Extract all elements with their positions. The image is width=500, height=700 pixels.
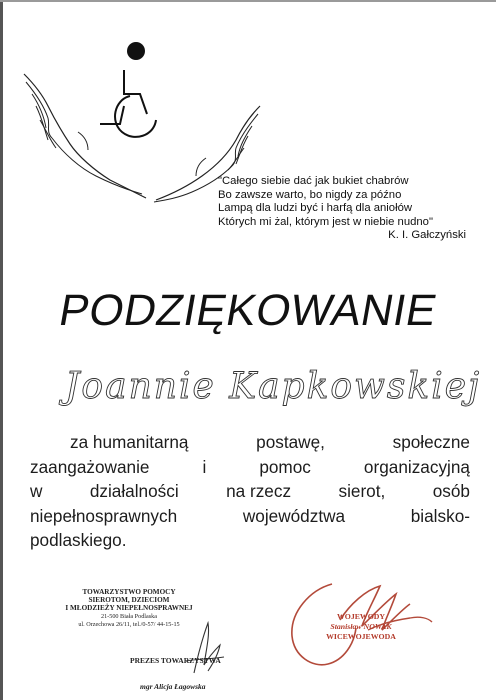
poem-quote [218, 175, 488, 243]
body-line [30, 430, 470, 455]
governor-name: Stanisław NOWAK [330, 622, 392, 631]
body-line [30, 528, 470, 553]
org-name-line: TOWARZYSTWO POMOCY [82, 588, 176, 596]
body-word: działalności [89, 481, 179, 501]
quote-line: "Całego siebie dać jak bukiet chabrów [218, 175, 409, 187]
scan-edge-left [0, 0, 3, 700]
body-word: na rzecz [226, 481, 292, 501]
body-line [30, 479, 470, 504]
quote-author: K. I. Gałczyński [388, 229, 466, 241]
scan-edge-top [0, 0, 496, 2]
quote-line: Których mi żal, którym jest w niebie nudno" [218, 215, 433, 228]
body-line [30, 504, 470, 529]
governor-stamp [306, 612, 416, 642]
body-word: organizacyjną [363, 456, 470, 477]
stamp-top: WOJEWODY [336, 612, 386, 621]
body-word: w [30, 481, 43, 501]
body-word: osób [432, 481, 470, 501]
president-signature [180, 615, 230, 675]
body-word: sierot, [338, 481, 386, 501]
body-word: za humanitarną [70, 432, 189, 452]
body-word: podlaskiego. [30, 530, 127, 550]
org-address: ul. Orzechowa 26/11, tel./0-57/ 44-15-15 [78, 620, 180, 628]
body-line [30, 455, 470, 480]
org-name-line: SIEROTOM, DZIECIOM [88, 596, 170, 605]
body-word: województwa [242, 505, 346, 526]
body-word: niepełnosprawnych [30, 505, 178, 526]
body-word: i [202, 456, 207, 477]
body-word: zaangażowanie [30, 456, 150, 477]
certificate-body [30, 430, 470, 553]
president-role: PREZES TOWARZYSTWA [130, 656, 221, 665]
org-city: 21-500 Biała Podlaska [100, 612, 158, 620]
president-name: mgr Alicja Łagowska [140, 682, 206, 691]
recipient-name-handwriting [55, 350, 482, 430]
certificate-title: PODZIĘKOWANIE [55, 286, 441, 335]
recipient-name-glyphs: Joannie Kapkowskiej [65, 366, 482, 407]
body-word: bialsko- [410, 505, 470, 526]
body-word: społeczne [392, 432, 470, 452]
org-name-line: I MŁODZIEŻY NIEPEŁNOSPRAWNEJ [65, 604, 193, 613]
quote-line: Bo zawsze warto, bo nigdy za późno [218, 188, 402, 201]
governor-role: WICEWOJEWODA [326, 632, 396, 641]
body-word: postawę, [256, 432, 325, 452]
body-word: pomoc [259, 456, 311, 477]
quote-line: Lampą dla ludzi być i harfą dla aniołów [218, 202, 413, 214]
